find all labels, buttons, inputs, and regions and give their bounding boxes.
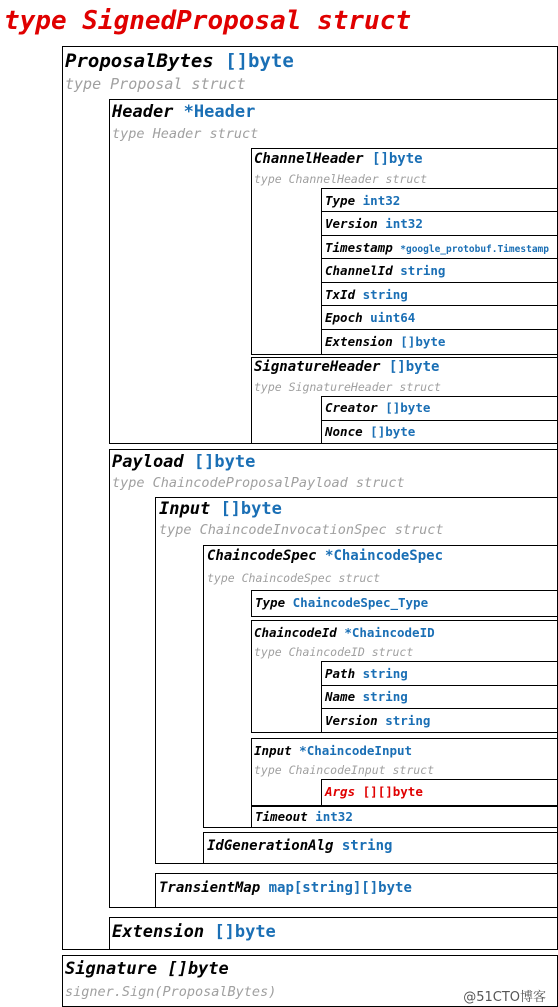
chaincode-spec-label: ChaincodeSpec *ChaincodeSpec <box>207 548 444 564</box>
signature-header-field: Creator []byte <box>325 400 431 415</box>
proposal-bytes-label: ProposalBytes []byte <box>65 50 294 72</box>
payload-sub: type ChaincodeProposalPayload struct <box>112 475 405 491</box>
chaincode-input-label: Input *ChaincodeInput <box>254 743 413 758</box>
channel-header-field: ChannelId string <box>325 263 446 278</box>
diagram-title: type SignedProposal struct <box>4 6 411 36</box>
channel-header-field: Epoch uint64 <box>325 310 416 325</box>
channel-header-field: Version int32 <box>325 216 423 231</box>
transient-map-label: TransientMap map[string][]byte <box>159 880 412 896</box>
extension-label: Extension []byte <box>112 922 276 942</box>
input-label: Input []byte <box>159 499 282 519</box>
chaincode-spec-sub: type ChaincodeSpec struct <box>207 571 381 585</box>
signature-label: Signature []byte <box>65 959 229 979</box>
chaincode-input-args-field: Args [][]byte <box>325 784 423 799</box>
channel-header-field: Timestamp *google_protobuf.Timestamp <box>325 240 549 255</box>
signature-sub: signer.Sign(ProposalBytes) <box>65 984 277 1000</box>
watermark: @51CTO博客 <box>463 990 546 1005</box>
chaincode-id-field: Version string <box>325 713 431 728</box>
spec-type-label: Type ChaincodeSpec_Type <box>255 595 429 610</box>
proposal-bytes-sub: type Proposal struct <box>65 75 246 93</box>
header-label: Header *Header <box>112 102 256 122</box>
id-generation-alg-label: IdGenerationAlg string <box>207 838 393 854</box>
payload-label: Payload []byte <box>112 452 256 472</box>
channel-header-field: Extension []byte <box>325 334 446 349</box>
channel-header-sub: type ChannelHeader struct <box>254 172 428 186</box>
chaincode-id-field: Path string <box>325 666 408 681</box>
chaincode-input-sub: type ChaincodeInput struct <box>254 763 435 777</box>
chaincode-id-label: ChaincodeId *ChaincodeID <box>254 625 435 640</box>
chaincode-id-sub: type ChaincodeID struct <box>254 645 414 659</box>
signature-header-field: Nonce []byte <box>325 424 416 439</box>
input-sub: type ChaincodeInvocationSpec struct <box>159 522 444 538</box>
signature-header-sub: type SignatureHeader struct <box>254 380 441 394</box>
chaincode-id-field: Name string <box>325 689 408 704</box>
channel-header-field: Type int32 <box>325 193 401 208</box>
signature-header-label: SignatureHeader []byte <box>254 359 440 375</box>
channel-header-field: TxId string <box>325 287 408 302</box>
channel-header-label: ChannelHeader []byte <box>254 151 423 167</box>
header-sub: type Header struct <box>112 126 259 142</box>
timeout-label: Timeout int32 <box>255 809 353 824</box>
